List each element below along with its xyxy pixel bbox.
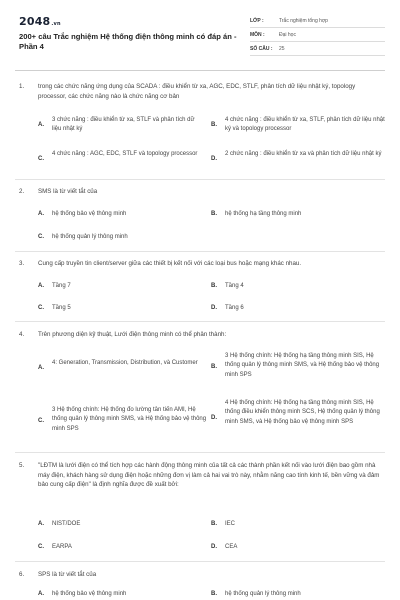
option-text: Tầng 5 (52, 305, 71, 311)
question-number: 4. (19, 331, 25, 338)
question-number: 1. (19, 83, 25, 90)
question-divider (15, 321, 385, 322)
question-number: 3. (19, 260, 25, 267)
option-text: 2 chức năng : điều khiển từ xa và phân tích dữ liệu nhật ký (225, 151, 382, 157)
info-row-subject (250, 28, 385, 42)
page-header (0, 0, 400, 66)
option-letter: D. (211, 544, 217, 550)
option-text: 3 Hệ thống chính: Hệ thống đo lường tân tiến AMI, Hệ thống quản lý thông minh SMS, và Hệ thống bảo vệ thông minh SPS (52, 407, 207, 432)
option-letter: B. (211, 122, 217, 128)
option-text: 4 Hệ thống chính: Hệ thống hạ tầng thông minh SIS, Hệ thống điều khiển thông minh SCS, Hệ thống quản lý thông minh SMS, và Hệ thống bảo vệ thông minh SPS (225, 400, 380, 425)
question-2 (19, 187, 381, 197)
question-divider (15, 561, 385, 562)
question-1 (19, 82, 381, 104)
option-text: 4 chức năng : điều khiển từ xa, STLF, phân tích dữ liệu nhật ký và topology processor (225, 117, 385, 133)
question-number: 5. (19, 462, 25, 469)
option-letter: B. (211, 521, 217, 527)
option-text: hệ thống bảo vệ thông minh (52, 211, 127, 217)
option-letter: A. (38, 365, 44, 371)
option-letter: D. (211, 305, 217, 311)
option-letter: B. (211, 211, 217, 217)
info-value: Đại học (279, 31, 296, 38)
question-text: Trên phương diện kỹ thuật, Lưới điện thông minh có thể phân thành: (38, 331, 227, 338)
info-table (250, 14, 385, 56)
question-number: 6. (19, 571, 25, 578)
option-letter: B. (211, 283, 217, 289)
option-letter: B. (211, 591, 217, 597)
question-text: SMS là từ viết tắt của (38, 188, 98, 195)
info-row-class (250, 14, 385, 28)
logo-text: 2048 (19, 15, 51, 28)
option-letter: C. (38, 234, 44, 240)
site-logo[interactable] (19, 15, 61, 28)
question-5 (19, 461, 381, 501)
option-letter: A. (38, 122, 44, 128)
option-text: 4: Generation, Transmission, Distribution, và Customer (52, 360, 198, 366)
option-letter: B. (211, 364, 217, 370)
info-value: Trắc nghiệm tổng hợp (279, 17, 328, 24)
option-letter: C. (38, 156, 44, 162)
option-letter: C. (38, 418, 44, 424)
question-divider (15, 179, 385, 180)
option-text: hệ thống bảo vệ thông minh (52, 591, 127, 597)
header-divider (15, 70, 385, 71)
option-text: hệ thống quản lý thông minh (52, 234, 128, 240)
page-title: 200+ câu Trắc nghiệm Hệ thống điện thông minh có đáp án - Phần 4 (19, 32, 237, 51)
option-letter: A. (38, 283, 44, 289)
option-text: 4 chức năng : AGC, EDC, STLF và topology processor (52, 151, 198, 157)
option-text: hệ thống hạ tầng thông minh (225, 211, 302, 217)
option-text: EARPA (52, 544, 72, 550)
question-text: trong các chức năng ứng dụng của SCADA : điều khiển từ xa, AGC, EDC, STLF, phân tích dữ liệu nhật ký, topology processor, các chức năng nào là chức năng cơ bản (38, 83, 356, 100)
option-letter: A. (38, 521, 44, 527)
question-divider (15, 251, 385, 252)
option-letter: C. (38, 305, 44, 311)
question-text: Cung cấp truyền tin client/server giữa các thiết bị kết nối với các loại bus hoặc mạng khác nhau. (38, 260, 302, 267)
question-divider (15, 452, 385, 453)
question-6 (19, 570, 381, 580)
option-text: Tầng 6 (225, 305, 244, 311)
option-text: hệ thống quản lý thông minh (225, 591, 301, 597)
option-letter: C. (38, 544, 44, 550)
info-value: 25 (279, 45, 285, 52)
option-letter: D. (211, 156, 217, 162)
option-letter: A. (38, 211, 44, 217)
option-text: CEA (225, 544, 238, 550)
option-text: Tầng 7 (52, 283, 71, 289)
option-text: 3 chức năng : điều khiển từ xa, STLF và phân tích dữ liệu nhật ký (52, 117, 195, 133)
question-3 (19, 259, 381, 269)
info-key: LỚP : (250, 17, 264, 24)
info-key: MÔN : (250, 31, 265, 38)
question-text: "LĐTM là lưới điện có thể tích hợp các hành động thông minh của tất cả các thành phần kết nối vào lưới điện bao gồm nhà máy điện, khách hàng sử dụng điện hoặc những đơn vị làm cả hai vai trò này, nhằm năng cao tính kinh tế, bền vững và đảm bảo cung cấp điện" là định nghĩa được đề xuất bởi: (38, 462, 380, 488)
logo-suffix: .vn (51, 21, 61, 27)
option-letter: D. (211, 415, 217, 421)
question-number: 2. (19, 188, 25, 195)
option-text: NIST/DOE (52, 521, 81, 527)
option-text: IEC (225, 521, 236, 527)
option-letter: A. (38, 591, 44, 597)
info-key: SỐ CÂU : (250, 45, 273, 52)
option-text: 3 Hệ thống chính: Hệ thống hạ tầng thông minh SIS, Hệ thống quản lý thông minh SMS, và Hệ thống bảo vệ thông minh SPS (225, 353, 380, 378)
info-row-count (250, 42, 385, 56)
question-text: SPS là từ viết tắt của (38, 571, 97, 578)
option-text: Tầng 4 (225, 283, 244, 289)
question-4 (19, 330, 381, 340)
